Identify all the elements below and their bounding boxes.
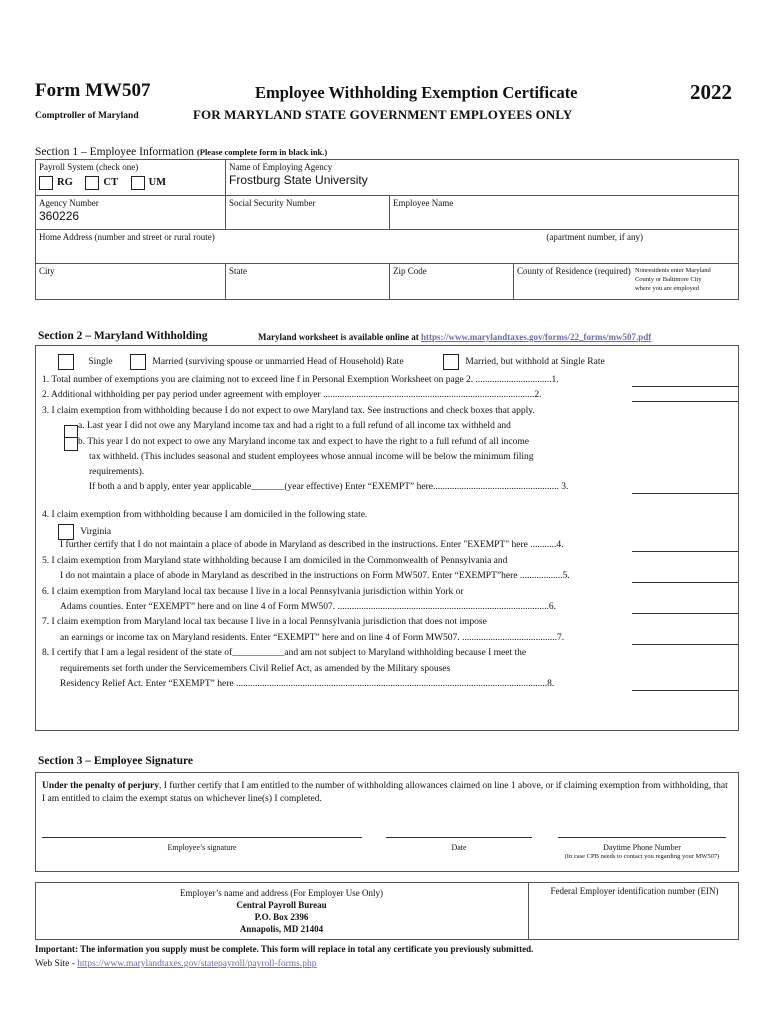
single-label: Single	[88, 357, 113, 368]
line-3-input[interactable]	[632, 493, 738, 494]
line-8a-text: 8. I certify that I am a legal resident of the state of___________and am not subject to Maryland withholding because I meet the	[42, 648, 527, 658]
apartment-label: (apartment number, if any)	[546, 232, 643, 242]
worksheet-text: Maryland worksheet is available online at	[258, 332, 419, 342]
fein-label: Federal Employer identification number (EIN)	[550, 886, 719, 896]
line-4-input[interactable]	[632, 551, 738, 552]
payroll-rg-label: RG	[57, 177, 73, 189]
payroll-rg-checkbox[interactable]	[39, 176, 53, 190]
website-link[interactable]: https://www.marylandtaxes.gov/statepayroll/payroll-forms.php	[77, 959, 317, 969]
married-single-checkbox[interactable]	[443, 354, 459, 370]
perjury-statement	[42, 780, 732, 806]
payroll-um-label: UM	[148, 177, 167, 189]
section1-heading	[35, 146, 327, 158]
married-checkbox[interactable]	[130, 354, 146, 370]
married-single-label: Married, but withhold at Single Rate	[465, 357, 605, 368]
line-8c-text: Residency Relief Act. Enter “EXEMPT” here ...................................................................................................................................8.	[60, 679, 555, 689]
married-single-status	[443, 354, 605, 370]
line-2-text: 2. Additional withholding per pay period under agreement with employer .........................................................................................2.	[42, 390, 542, 400]
form-year: 2022	[690, 80, 732, 104]
city-field[interactable]	[36, 264, 226, 300]
city-label: City	[39, 266, 55, 276]
payroll-ct-checkbox[interactable]	[85, 176, 99, 190]
line-1-text: 1. Total number of exemptions you are claiming not to exceed line f in Personal Exemption Worksheet on page 2. ................................1.	[42, 375, 559, 385]
employer-divider	[528, 882, 529, 940]
worksheet-link[interactable]: https://www.marylandtaxes.gov/forms/22_forms/mw507.pdf	[421, 332, 652, 342]
line-4b-text: I further certify that I do not maintain a place of abode in Maryland as described in the instructions. Enter "EXEMPT" here ...........4.	[60, 540, 564, 550]
line-3-text: 3. I claim exemption from withholding because I do not expect to owe Maryland tax. See instructions and check boxes that apply.	[42, 406, 535, 416]
line-7a-text: 7. I claim exemption from Maryland local tax because I live in a local Pennsylvania jurisdiction that does not impose	[42, 617, 487, 627]
line-3b-text-2: tax withheld. (This includes seasonal and student employees whose annual income will be below the minimum filing	[89, 452, 534, 462]
home-address-labels	[39, 232, 735, 242]
date-label: Date	[451, 843, 467, 852]
line-2-input[interactable]	[632, 401, 738, 402]
form-name: Form MW507	[35, 80, 151, 101]
employer-info	[35, 887, 528, 935]
ssn-field[interactable]	[226, 196, 390, 230]
county-note-3: where you are employed	[634, 285, 700, 292]
signature-label: Employee’s signature	[167, 843, 237, 852]
section3-heading: Section 3 – Employee Signature	[38, 755, 194, 767]
line-1-input[interactable]	[632, 386, 738, 387]
line-5b-text: I do not maintain a place of abode in Maryland as described in the instructions on Form MW507. Enter “EXEMPT”here ..................5.	[60, 571, 570, 581]
employer-name: Central Payroll Bureau	[236, 900, 327, 910]
phone-line[interactable]	[558, 837, 726, 838]
page-title: Employee Withholding Exemption Certificate	[255, 83, 578, 102]
perjury-text: , I further certify that I am entitled to the number of withholding allowances claimed on line 1 above, or if claiming exemption from withholding, that I am entitled to claim the exempt status on whichever line(s) I completed.	[42, 781, 728, 804]
perjury-bold: Under the penalty of perjury	[42, 781, 159, 791]
payroll-options	[39, 176, 222, 190]
married-status	[130, 354, 404, 370]
home-address-label: Home Address (number and street or rural route)	[39, 232, 215, 242]
line-3b-text: b. This year I do not expect to owe any Maryland income tax and expect to have the right to a full refund of all income	[78, 437, 529, 447]
signature-line[interactable]	[42, 837, 362, 838]
state-label: State	[229, 266, 247, 276]
employing-agency-field[interactable]	[226, 160, 739, 196]
virginia-label: Virginia	[80, 527, 112, 538]
line-7-input[interactable]	[632, 644, 738, 645]
payroll-um-checkbox[interactable]	[131, 176, 145, 190]
county-field[interactable]	[514, 264, 739, 300]
line-5-input[interactable]	[632, 582, 738, 583]
home-address-field[interactable]	[36, 230, 739, 264]
filing-status-row	[58, 354, 113, 370]
employee-name-field[interactable]	[390, 196, 739, 230]
line-3b	[64, 437, 529, 447]
page-subtitle: FOR MARYLAND STATE GOVERNMENT EMPLOYEES ONLY	[193, 107, 573, 122]
line-6b-text: Adams counties. Enter “EXEMPT” here and on line 4 of Form MW507. .........................................................................................6.	[60, 602, 557, 612]
agency-number-value: 360226	[39, 209, 80, 223]
employer-po-box: P.O. Box 2396	[254, 912, 309, 922]
line-8b-text: requirements set forth under the Servicemembers Civil Relief Act, as amended by the Military spouses	[60, 664, 451, 674]
employing-agency-label: Name of Employing Agency	[229, 162, 333, 172]
county-note	[635, 266, 711, 293]
agency-number-label: Agency Number	[39, 198, 99, 208]
state-field[interactable]	[226, 264, 390, 300]
section1-note: (Please complete form in black ink.)	[196, 147, 328, 157]
line-3c-text: If both a and b apply, enter year applicable_______(year effective) Enter “EXEMPT” here..................................................... 3.	[89, 482, 569, 492]
line-6a-text: 6. I claim exemption from Maryland local tax because I live in a local Pennsylvania jurisdiction within York or	[42, 587, 464, 597]
county-note-1: Nonresidents enter Maryland	[634, 267, 711, 274]
line-6-input[interactable]	[632, 613, 738, 614]
virginia-checkbox[interactable]	[58, 524, 74, 540]
section2-heading: Section 2 – Maryland Withholding	[38, 330, 208, 342]
employee-info-table	[35, 159, 739, 300]
county-label: County of Residence (required)	[517, 266, 631, 276]
website-prefix: Web Site -	[35, 959, 78, 969]
married-label: Married (surviving spouse or unmarried Head of Household) Rate	[152, 357, 404, 368]
date-line[interactable]	[386, 837, 532, 838]
county-note-2: County or Baltimore City	[634, 276, 702, 283]
zip-field[interactable]	[390, 264, 514, 300]
line-3a-text: a. Last year I did not owe any Maryland income tax and had a right to a full refund of all income tax withheld and	[78, 421, 511, 431]
line-4-text: 4. I claim exemption from withholding because I am domiciled in the following state.	[42, 510, 368, 520]
line-8-input[interactable]	[632, 690, 738, 691]
website-line	[35, 959, 316, 969]
worksheet-note	[258, 332, 651, 342]
line-3b-checkbox[interactable]	[64, 437, 78, 451]
employee-name-label: Employee Name	[393, 198, 454, 208]
payroll-system-label: Payroll System (check one)	[39, 162, 139, 172]
ssn-label: Social Security Number	[229, 198, 316, 208]
line-3a	[64, 421, 511, 431]
agency-name: Comptroller of Maryland	[35, 111, 139, 121]
payroll-ct-label: CT	[103, 177, 118, 189]
payroll-system-cell	[36, 160, 226, 196]
single-checkbox[interactable]	[58, 354, 74, 370]
line-7b-text: an earnings or income tax on Maryland residents. Enter “EXEMPT” here and on line 4 of Form MW507. ........................................7.	[60, 633, 565, 643]
line-3b-text-3: requirements).	[89, 467, 145, 477]
section1-title: Section 1 – Employee Information	[35, 146, 195, 158]
phone-label: Daytime Phone Number	[603, 843, 681, 852]
important-notice: Important: The information you supply must be complete. This form will replace in total any certificate you previously submitted.	[35, 944, 534, 954]
employer-label: Employer’s name and address (For Employer Use Only)	[179, 888, 384, 898]
employer-city: Annapolis, MD 21404	[239, 924, 324, 934]
zip-label: Zip Code	[393, 266, 427, 276]
employing-agency-value: Frostburg State University	[229, 173, 368, 187]
line-5a-text: 5. I claim exemption from Maryland state withholding because I am domiciled in the Commonwealth of Pennsylvania and	[42, 556, 508, 566]
phone-note: (In case CPB needs to contact you regarding your MW507)	[564, 853, 720, 860]
line-4-state	[58, 524, 111, 540]
agency-number-field[interactable]	[36, 196, 226, 230]
